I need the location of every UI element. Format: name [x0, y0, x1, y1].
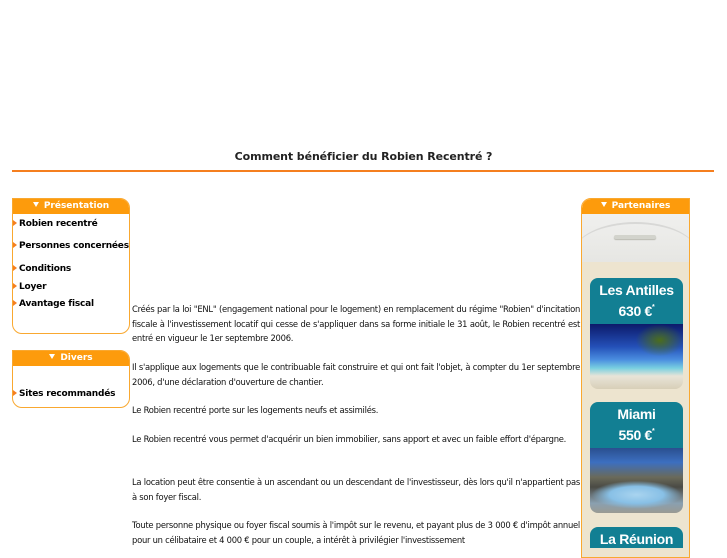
triangle-down-icon: [601, 202, 607, 207]
arrow-right-icon: [13, 265, 17, 271]
promo-destination: La Réunion: [599, 531, 674, 547]
nav-item-conditions[interactable]: [13, 264, 71, 274]
nav-item-personnes-concernees[interactable]: [13, 241, 129, 251]
tag-arc: [581, 222, 690, 284]
beach-palm-image: [590, 324, 683, 389]
arrow-right-icon: [13, 300, 17, 306]
content-paragraph-1: Créés par la loi "ENL" (engagement national pour le logement) en remplacement du régime "Robien" d'incitation fiscale à l'investissement locatif qui cesse de s'appliquer dans sa forme initiale le 31 août, le Robien recentré est entré en vigueur le 1er septembre 2006.: [132, 304, 580, 344]
content-paragraph-2: Il s'applique aux logements que le contribuable fait construire et qui ont fait l'objet, à compter du 1er septembre 2006, d'une déclaration d'ouverture de chantier.: [132, 362, 580, 387]
triangle-down-icon: [33, 202, 39, 207]
nav-item-robien-recentre[interactable]: [13, 219, 98, 229]
nav-item-loyer[interactable]: [13, 282, 46, 292]
triangle-down-icon: [49, 354, 55, 359]
divers-heading: Divers: [60, 353, 93, 363]
nav-item-label: Robien recentré: [19, 219, 98, 229]
arrow-right-icon: [13, 283, 17, 289]
promo-antilles[interactable]: [590, 278, 683, 389]
tag-slot: [614, 235, 656, 239]
divers-menu: [12, 350, 130, 408]
classic-car-image: [590, 448, 683, 513]
promo-footnote-mark: *: [652, 304, 655, 311]
presentation-menu-header: [13, 199, 129, 214]
arrow-right-icon: [13, 242, 17, 248]
content-paragraph-5: La location peut être consentie à un ascendant ou un descendant de l'investisseur, dès lors qu'il n'appartient pas à son foyer fiscal.: [132, 477, 580, 502]
nav-item-label: Avantage fiscal: [19, 299, 94, 309]
promo-label: [590, 402, 683, 448]
promo-label: [590, 278, 683, 324]
promo-destination: Les Antilles: [599, 282, 674, 298]
content-paragraph-6: Toute personne physique ou foyer fiscal soumis à l'impôt sur le revenu, et payant plus de 3 000 € d'impôt annuel pour un célibataire et 4 000 € pour un couple, a intérêt à privilégier l'investissement: [132, 520, 580, 545]
nav-item-label: Conditions: [19, 264, 72, 274]
promo-miami[interactable]: [590, 402, 683, 513]
promo-price: 630 €: [618, 303, 653, 319]
partners-panel: [581, 198, 690, 558]
content-paragraph-3: Le Robien recentré porte sur les logements neufs et assimilés.: [132, 405, 379, 415]
presentation-heading: Présentation: [43, 201, 110, 211]
nav-item-avantage-fiscal[interactable]: [13, 299, 94, 309]
title-divider: [12, 170, 714, 172]
arrow-right-icon: [13, 220, 17, 226]
page-title: Comment bénéficier du Robien Recentré ?: [234, 150, 493, 163]
nav-item-label: Sites recommandés: [19, 389, 116, 399]
partners-header: [582, 199, 689, 214]
luggage-tag-graphic: [582, 214, 689, 262]
promo-footnote-mark: *: [652, 428, 655, 435]
nav-item-label: Loyer: [19, 282, 47, 292]
nav-item-label: Personnes concernées: [19, 241, 129, 251]
divers-menu-header: [13, 351, 129, 366]
partners-heading: Partenaires: [611, 201, 671, 211]
promo-destination: Miami: [617, 406, 656, 422]
content-paragraph-4: Le Robien recentré vous permet d'acquérir un bien immobilier, sans apport et avec un faible effort d'épargne.: [132, 434, 567, 444]
promo-price: 550 €: [618, 427, 653, 443]
arrow-right-icon: [13, 390, 17, 396]
presentation-menu: [12, 198, 130, 334]
nav-item-sites-recommandes[interactable]: [13, 389, 115, 399]
